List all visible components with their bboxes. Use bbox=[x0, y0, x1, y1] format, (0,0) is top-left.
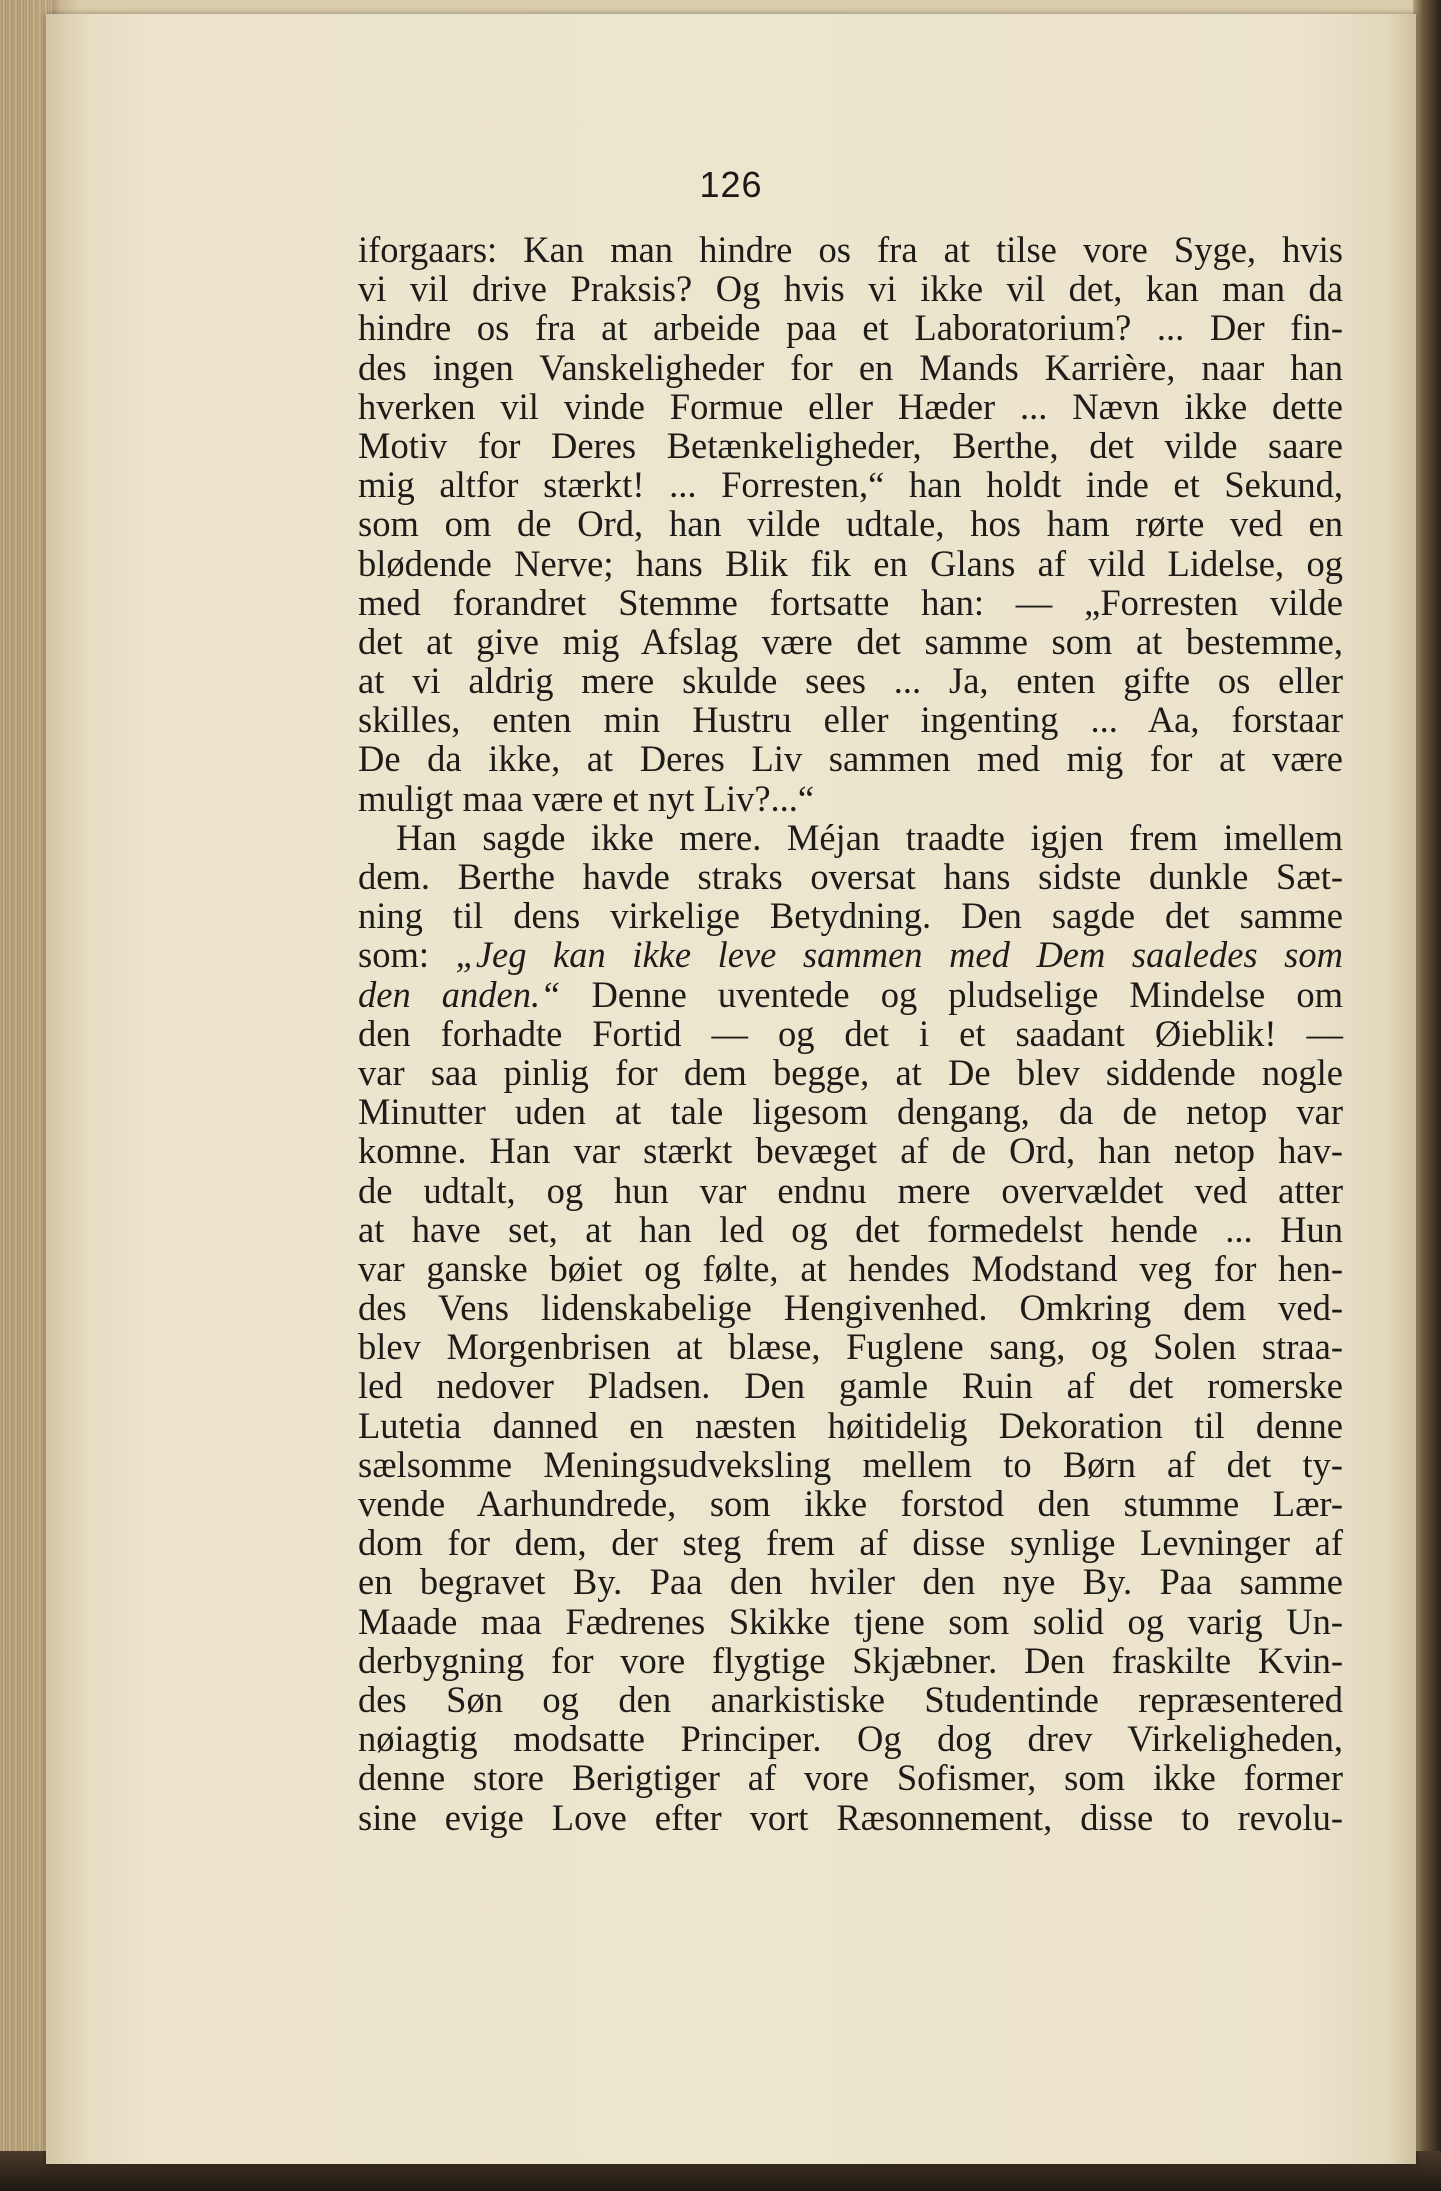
text-line: de udtalt, og hun var endnu mere overvældet ved atter bbox=[358, 1169, 1343, 1211]
text-line: den forhadte Fortid — og det i et saadant Øieblik! — bbox=[358, 1012, 1343, 1054]
text-line: var ganske bøiet og følte, at hendes Modstand veg for hen- bbox=[358, 1247, 1343, 1289]
text-line: det at give mig Afslag være det samme som at bestemme, bbox=[358, 620, 1343, 662]
text-line: var saa pinlig for dem begge, at De blev siddende nogle bbox=[358, 1051, 1343, 1093]
text-line: iforgaars: Kan man hindre os fra at tilse vore Syge, hvis bbox=[358, 229, 1343, 270]
text-line: dom for dem, der steg frem af disse synlige Levninger af bbox=[358, 1522, 1343, 1564]
text-line: derbygning for vore flygtige Skjæbner. Den fraskilte Kvin- bbox=[358, 1639, 1343, 1681]
text-line: at have set, at han led og det formedelst hende ... Hun bbox=[358, 1208, 1343, 1250]
text-line: Minutter uden at tale ligesom dengang, da de netop var bbox=[358, 1091, 1343, 1133]
text-line: denne store Berigtiger af vore Sofismer, som ikke former bbox=[358, 1757, 1343, 1799]
text-line: des Søn og den anarkistiske Studentinde repræsentered bbox=[358, 1678, 1343, 1720]
text-line: led nedover Pladsen. Den gamle Ruin af det romerske bbox=[358, 1365, 1343, 1407]
text-line: mig altfor stærkt! ... Forresten,“ han holdt inde et Sekund, bbox=[358, 464, 1343, 506]
text-line: nøiagtig modsatte Principer. Og dog drev Virkeligheden, bbox=[358, 1718, 1343, 1760]
text-line: sine evige Love efter vort Ræsonnement, disse to revolu- bbox=[358, 1796, 1343, 1838]
book-binding-edge bbox=[1413, 0, 1441, 2191]
text-line: De da ikke, at Deres Liv sammen med mig for at være bbox=[358, 738, 1343, 780]
text-line: Maade maa Fædrenes Skikke tjene som solid og varig Un- bbox=[358, 1600, 1343, 1642]
text-line: sælsomme Meningsudveksling mellem to Børn af det ty- bbox=[358, 1443, 1343, 1485]
text-line: Motiv for Deres Betænkeligheder, Berthe, det vilde saare bbox=[358, 424, 1343, 466]
text-line: som om de Ord, han vilde udtale, hos ham rørte ved en bbox=[358, 503, 1343, 545]
text-line: blev Morgenbrisen at blæse, Fuglene sang, og Solen straa- bbox=[358, 1326, 1343, 1368]
text-line: skilles, enten min Hustru eller ingenting ... Aa, forstaar bbox=[358, 699, 1343, 741]
text-line: des ingen Vanskeligheder for en Mands Karrière, naar han bbox=[358, 346, 1343, 388]
text-line: dem. Berthe havde straks oversat hans sidste dunkle Sæt- bbox=[358, 856, 1343, 897]
italic-quote: „Jeg kan ikke leve sammen med Dem saaledes som bbox=[455, 934, 1343, 976]
text-line: Lutetia danned en næsten høitidelig Dekoration til denne bbox=[358, 1404, 1343, 1446]
text-line: at vi aldrig mere skulde sees ... Ja, enten gifte os eller bbox=[358, 660, 1343, 702]
text-line: muligt maa være et nyt Liv?...“ bbox=[358, 777, 815, 819]
body-text bbox=[358, 230, 1343, 1837]
text-line: vende Aarhundrede, som ikke forstod den stumme Lær- bbox=[358, 1483, 1343, 1524]
page-stack-edge bbox=[0, 0, 52, 2191]
text-line: med forandret Stemme fortsatte han: — „Forresten vilde bbox=[358, 581, 1343, 623]
text-line: ning til dens virkelige Betydning. Den sagde det samme bbox=[358, 895, 1343, 937]
italic-quote: den anden.“ bbox=[358, 973, 561, 1015]
text-line: hindre os fra at arbeide paa et Laboratorium? ... Der fin- bbox=[358, 307, 1343, 349]
text-line: vi vil drive Praksis? Og hvis vi ikke vil det, kan man da bbox=[358, 268, 1343, 310]
text-line: Han sagde ikke mere. Méjan traadte igjen frem imellem bbox=[396, 816, 1343, 858]
text-line-mixed bbox=[358, 935, 1343, 974]
text-line: hverken vil vinde Formue eller Hæder ... Nævn ikke dette bbox=[358, 385, 1343, 427]
text-run: som: bbox=[358, 934, 456, 976]
text-line: des Vens lidenskabelige Hengivenhed. Omkring dem ved- bbox=[358, 1287, 1343, 1329]
text-line: komne. Han var stærkt bevæget af de Ord, han netop hav- bbox=[358, 1130, 1343, 1172]
text-line: blødende Nerve; hans Blik fik en Glans af vild Lidelse, og bbox=[358, 542, 1343, 584]
text-line-mixed bbox=[358, 975, 1343, 1014]
text-run: Denne uventede og pludselige Mindelse om bbox=[560, 973, 1343, 1015]
text-line: en begravet By. Paa den hviler den nye By. Paa samme bbox=[358, 1561, 1343, 1603]
page-number: 126 bbox=[699, 164, 763, 205]
